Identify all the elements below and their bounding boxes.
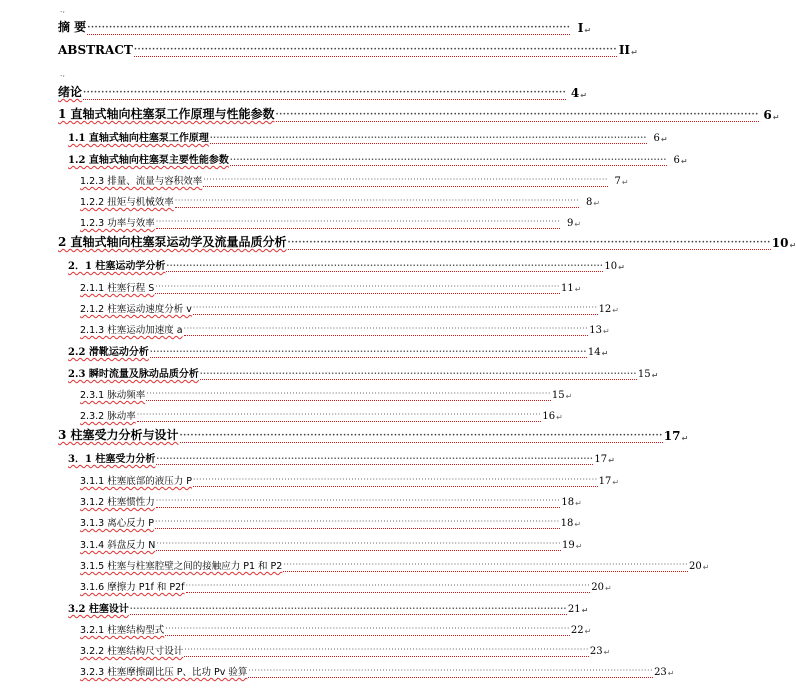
toc-entry-title: 3.2.1 柱塞结构型式 — [80, 625, 165, 636]
toc-leader-dots: ····································································································································· — [156, 216, 561, 229]
toc-entry-page-number: 21 — [567, 604, 581, 615]
toc-entry[interactable] — [58, 43, 638, 57]
toc-leader-dots: ····································································································································· — [199, 368, 637, 378]
toc-entry-title: 1.1 直轴式轴向柱塞泵工作原理 — [68, 133, 209, 144]
toc-entry-title: 2 直轴式轴向柱塞泵运动学及流量品质分析 — [58, 235, 287, 249]
return-mark: ↵ — [612, 478, 620, 487]
toc-entry-page-number: II — [618, 43, 631, 57]
return-mark: ↵ — [660, 135, 668, 144]
toc-leader-dots: ····································································································································· — [203, 174, 608, 187]
return-mark: ↵ — [574, 285, 582, 294]
toc-entry-title: 3.2.2 柱塞结构尺寸设计 — [80, 646, 184, 657]
toc-entry[interactable] — [80, 280, 582, 294]
toc-entry-page-number: 6 — [763, 108, 772, 122]
toc-entry[interactable] — [80, 387, 573, 401]
toc-leader-dots: ····································································································································· — [149, 346, 587, 356]
return-mark: ↵ — [575, 542, 583, 551]
toc-entry-title: 2.2 滑靴运动分析 — [68, 347, 149, 358]
toc-entry[interactable] — [80, 408, 563, 422]
toc-entry[interactable] — [68, 130, 668, 144]
toc-entry[interactable] — [80, 537, 583, 551]
toc-entry-page-number: 15 — [637, 369, 651, 380]
toc-entry[interactable] — [80, 301, 619, 315]
toc-entry[interactable] — [58, 235, 796, 250]
toc-entry[interactable] — [58, 20, 592, 35]
toc-leader-dots: ····································································································································· — [184, 323, 589, 336]
toc-entry[interactable] — [80, 558, 710, 572]
toc-leader-dots: ····································································································································· — [179, 431, 663, 441]
toc-entry-title: 3．1 柱塞受力分析 — [68, 454, 156, 465]
toc-entry-title: 3.1.6 摩擦力 P1f 和 P2f — [80, 582, 185, 593]
return-mark: ↵ — [631, 48, 638, 57]
toc-leader-dots: ····································································································································· — [186, 580, 591, 593]
toc-entry-page-number: 13 — [589, 325, 602, 336]
toc-leader-dots: ····································································································································· — [129, 603, 567, 613]
return-mark: ↵ — [580, 91, 587, 100]
toc-entry-page-number: 17 — [594, 454, 608, 465]
toc-leader-dots: ····································································································································· — [155, 281, 560, 294]
return-mark: ↵ — [667, 669, 675, 678]
toc-entry[interactable] — [80, 473, 620, 487]
toc-entry[interactable] — [80, 322, 610, 336]
toc-entry-title: 2.3 瞬时流量及脉动品质分析 — [68, 369, 199, 380]
toc-entry-page-number: 20 — [689, 561, 702, 572]
toc-entry-title: 3.2 柱塞设计 — [68, 604, 129, 615]
toc-entry-page-number: 7 — [614, 176, 621, 187]
toc-entry-title: 1.2.3 功率与效率 — [80, 218, 155, 229]
toc-entry[interactable] — [80, 494, 582, 508]
toc-entry-title: 1 直轴式轴向柱塞泵工作原理与性能参数 — [58, 107, 275, 121]
toc-entry-title: 3.1.2 柱塞惯性力 — [80, 497, 155, 508]
toc-entry-title: 3.1.5 柱塞与柱塞腔壁之间的接触应力 P1 和 P2 — [80, 561, 283, 572]
toc-leader-dots: ····································································································································· — [156, 495, 561, 508]
toc-entry-page-number: 14 — [587, 347, 601, 358]
return-mark: ↵ — [603, 327, 610, 336]
toc-leader-dots: ····································································································································· — [229, 154, 667, 164]
toc-entry-title: 摘 要 — [58, 20, 87, 34]
toc-entry[interactable] — [80, 664, 675, 678]
toc-entry[interactable] — [80, 579, 612, 593]
return-mark: ↵ — [574, 520, 582, 529]
toc-entry-page-number: 18 — [561, 497, 575, 508]
toc-leader-dots: ····································································································································· — [166, 260, 604, 270]
toc-leader-dots: ····································································································································· — [83, 88, 567, 98]
return-mark: ↵ — [680, 157, 688, 166]
toc-entry-page-number: 10 — [604, 261, 618, 272]
toc-entry-title: 3.1.4 斜盘反力 N — [80, 540, 156, 551]
toc-entry-page-number: 10 — [771, 236, 789, 250]
return-mark: ↵ — [608, 456, 615, 465]
return-mark: ↵ — [575, 499, 582, 508]
toc-entry[interactable] — [68, 344, 609, 358]
toc-entry[interactable] — [58, 428, 689, 443]
toc-entry-page-number: 19 — [562, 540, 575, 551]
toc-entry[interactable] — [80, 194, 601, 208]
toc-leader-dots: ····································································································································· — [193, 302, 598, 315]
toc-entry-title: 3.2.3 柱塞摩擦副比压 P、比功 Pv 验算 — [80, 667, 248, 678]
toc-entry-page-number: 20 — [591, 582, 604, 593]
return-mark: ↵ — [556, 413, 563, 422]
toc-entry[interactable] — [80, 515, 582, 529]
toc-entry-title: 2.3.2 脉动率 — [80, 411, 136, 422]
toc-entry-title: 2．1 柱塞运动学分析 — [68, 261, 166, 272]
toc-entry-title: ABSTRACT — [58, 43, 133, 57]
return-mark: ↵ — [681, 434, 689, 443]
toc-entry-page-number: 4 — [570, 86, 580, 100]
toc-entry-title: 2.1.3 柱塞运动加速度 a — [80, 325, 183, 336]
toc-entry[interactable] — [68, 601, 589, 615]
toc-entry-page-number: 23 — [589, 646, 603, 657]
toc-entry[interactable] — [68, 258, 625, 272]
toc-entry[interactable] — [80, 215, 582, 229]
toc-entry-title: 绪论 — [58, 85, 83, 99]
return-mark: ↵ — [702, 563, 710, 572]
toc-leader-dots: ····································································································································· — [87, 23, 571, 33]
toc-entry-page-number: 16 — [542, 411, 556, 422]
toc-leader-dots: ····································································································································· — [146, 388, 551, 401]
toc-entry-title: 2.1.1 柱塞行程 S — [80, 283, 155, 294]
toc-entry-title: 2.3.1 脉动频率 — [80, 390, 146, 401]
toc-entry-page-number: 15 — [551, 390, 565, 401]
return-mark: ↵ — [601, 349, 609, 358]
toc-entry[interactable] — [80, 622, 592, 636]
toc-entry-page-number: 22 — [570, 625, 584, 636]
toc-leader-dots: ····································································································································· — [209, 132, 647, 142]
toc-leader-dots: ····································································································································· — [248, 665, 653, 678]
toc-entry[interactable] — [80, 173, 629, 187]
return-mark: ↵ — [621, 178, 629, 187]
toc-leader-dots: ····································································································································· — [156, 453, 594, 463]
return-mark: ↵ — [574, 220, 582, 229]
toc-leader-dots: ····································································································································· — [175, 195, 580, 208]
toc-entry-page-number: I — [577, 21, 584, 35]
toc-entry-page-number: 6 — [653, 133, 660, 144]
toc-entry-title: 1.2.2 扭矩与机械效率 — [80, 197, 174, 208]
return-mark: ↵ — [581, 606, 589, 615]
paragraph-mark: ., — [60, 69, 66, 78]
toc-entry-title: 1.2 直轴式轴向柱塞泵主要性能参数 — [68, 155, 229, 166]
return-mark: ↵ — [584, 627, 592, 636]
toc-entry-page-number: 6 — [673, 155, 680, 166]
toc-entry-title: 2.1.2 柱塞运动速度分析 v — [80, 304, 192, 315]
toc-entry[interactable] — [68, 152, 688, 166]
return-mark: ↵ — [603, 648, 611, 657]
return-mark: ↵ — [604, 584, 612, 593]
toc-leader-dots: ····································································································································· — [275, 110, 759, 120]
return-mark: ↵ — [584, 26, 592, 35]
toc-leader-dots: ····································································································································· — [283, 559, 688, 572]
return-mark: ↵ — [612, 306, 619, 315]
toc-entry[interactable] — [80, 643, 611, 657]
toc-leader-dots: ····································································································································· — [184, 644, 589, 657]
return-mark: ↵ — [593, 199, 601, 208]
toc-entry-page-number: 23 — [654, 667, 667, 678]
toc-leader-dots: ····································································································································· — [193, 474, 598, 487]
paragraph-mark: ., — [60, 5, 66, 14]
toc-entry[interactable] — [68, 366, 659, 380]
toc-entry-title: 3.1.1 柱塞底部的液压力 P — [80, 476, 192, 487]
toc-leader-dots: ····································································································································· — [165, 623, 570, 636]
return-mark: ↵ — [651, 371, 659, 380]
toc-leader-dots: ····································································································································· — [156, 538, 561, 551]
toc-entry[interactable] — [58, 85, 587, 100]
toc-entry-title: 1.2.3 排量、流量与容积效率 — [80, 176, 203, 187]
toc-entry-title: 3 柱塞受力分析与设计 — [58, 428, 179, 442]
toc-entry-page-number: 18 — [560, 518, 574, 529]
toc-leader-dots: ····································································································································· — [133, 45, 618, 55]
toc-leader-dots: ····································································································································· — [155, 516, 560, 529]
toc-leader-dots: ····································································································································· — [137, 409, 542, 422]
toc-entry-page-number: 17 — [663, 429, 681, 443]
toc-entry-page-number: 12 — [598, 304, 612, 315]
toc-leader-dots: ····································································································································· — [287, 238, 771, 248]
toc-entry-page-number: 9 — [567, 218, 574, 229]
return-mark: ↵ — [789, 241, 796, 250]
return-mark: ↵ — [772, 113, 780, 122]
toc-entry-title: 3.1.3 离心反力 P — [80, 518, 154, 529]
toc-entry-page-number: 17 — [598, 476, 612, 487]
return-mark: ↵ — [565, 392, 573, 401]
return-mark: ↵ — [618, 263, 625, 272]
toc-entry-page-number: 8 — [586, 197, 593, 208]
toc-entry[interactable] — [68, 451, 615, 465]
toc-entry-page-number: 11 — [560, 283, 574, 294]
toc-entry[interactable] — [58, 107, 780, 122]
